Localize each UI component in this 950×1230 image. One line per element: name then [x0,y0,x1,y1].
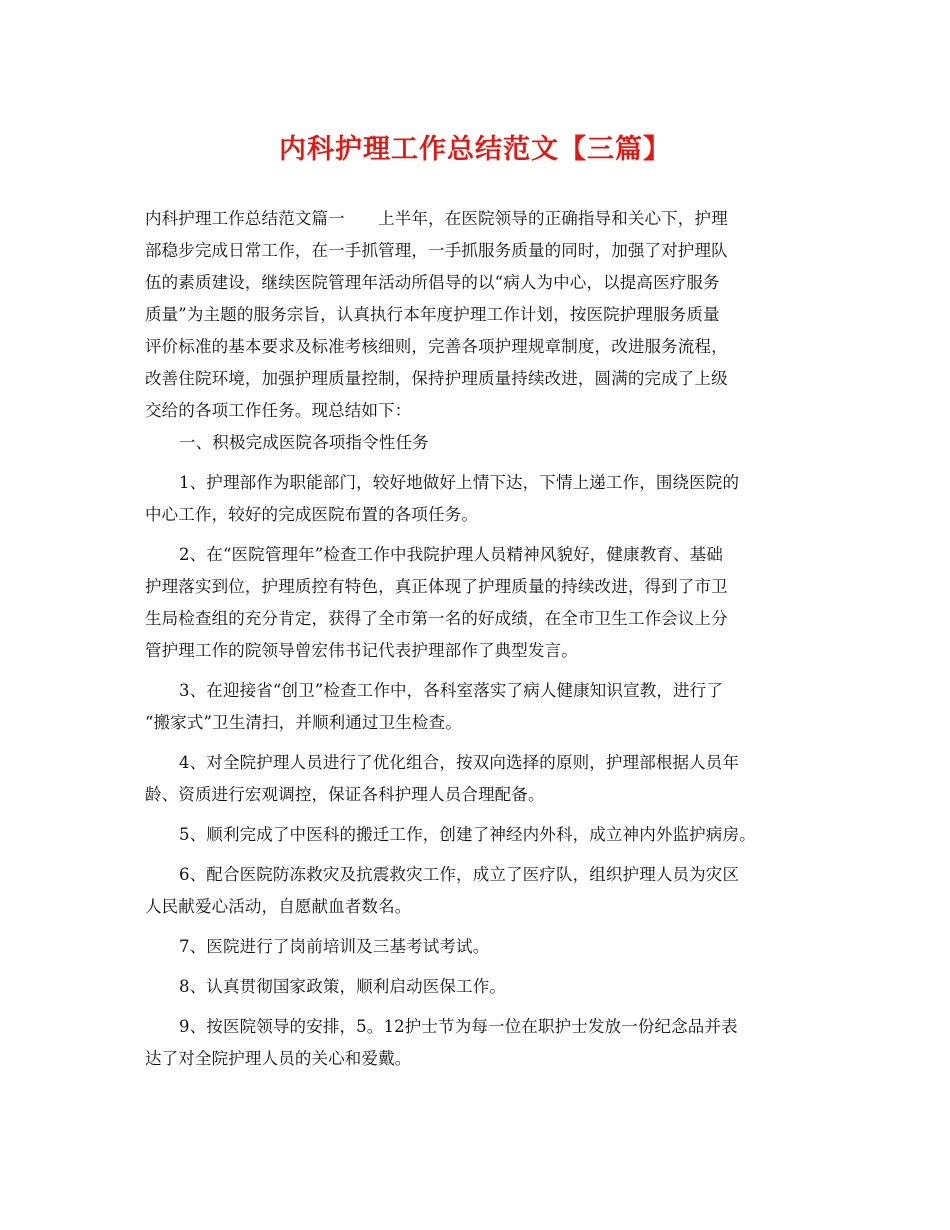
paragraph-line: 管护理工作的院领导曾宏伟书记代表护理部作了典型发言。 [145,641,578,660]
paragraph-line: 质量”为主题的服务宗旨，认真执行本年度护理工作计划，按医院护理服务质量 [145,305,720,324]
paragraph-line: 生局检查组的充分肯定，获得了全市第一名的好成绩，在全市卫生工作会议上分 [145,609,728,628]
paragraph-line: 交给的各项工作任务。现总结如下： [145,401,412,420]
paragraph-line: 3、在迎接省“创卫”检查工作中，各科室落实了病人健康知识宣教，进行了 [179,681,723,700]
paragraph-line: 6、配合医院防冻救灾及抗震救灾工作，成立了医疗队，组织护理人员为灾区 [179,865,740,884]
paragraph-line: 护理落实到位，护理质控有特色，真正体现了护理质量的持续改进，得到了市卫 [145,577,728,596]
paragraph-line: 达了对全院护理人员的关心和爱戴。 [145,1049,412,1068]
paragraph-line: 5、顺利完成了中医科的搬迁工作，创建了神经内外科，成立神内外监护病房。 [179,825,756,844]
paragraph-line: 内科护理工作总结范文篇一 上半年，在医院领导的正确指导和关心下，护理 [145,209,728,228]
paragraph-line: 7、医院进行了岗前培训及三基考试考试。 [179,937,490,956]
section-heading: 一、积极完成医院各项指令性任务 [179,433,429,452]
paragraph-line: 评价标准的基本要求及标准考核细则，完善各项护理规章制度，改进服务流程， [145,337,728,356]
paragraph-line: 改善住院环境，加强护理质量控制，保持护理质量持续改进，圆满的完成了上级 [145,369,728,388]
document-body [145,203,815,1075]
paragraph-line: 4、对全院护理人员进行了优化组合，按双向选择的原则，护理部根据人员年 [179,753,740,772]
paragraph-line: 1、护理部作为职能部门，较好地做好上情下达，下情上递工作，围绕医院的 [179,473,740,492]
paragraph-line: 人民献爱心活动，自愿献血者数名。 [145,897,412,916]
paragraph-line: 龄、资质进行宏观调控，保证各科护理人员合理配备。 [145,785,545,804]
document-title: 内科护理工作总结范文【三篇】 [279,134,671,165]
paragraph-line: “搬家式”卫生清扫，并顺利通过卫生检查。 [145,713,462,732]
paragraph-line: 中心工作，较好的完成医院布置的各项任务。 [145,505,478,524]
paragraph-line: 2、在“医院管理年”检查工作中我院护理人员精神风貌好，健康教育、基础 [179,545,723,564]
paragraph-line: 部稳步完成日常工作，在一手抓管理，一手抓服务质量的同时，加强了对护理队 [145,241,728,260]
paragraph-line: 8、认真贯彻国家政策，顺利启动医保工作。 [179,977,506,996]
paragraph-line: 伍的素质建设，继续医院管理年活动所倡导的以“病人为中心，以提高医疗服务 [145,273,720,292]
paragraph-line: 9、按医院领导的安排，5。12护士节为每一位在职护士发放一份纪念品并表 [179,1017,738,1036]
